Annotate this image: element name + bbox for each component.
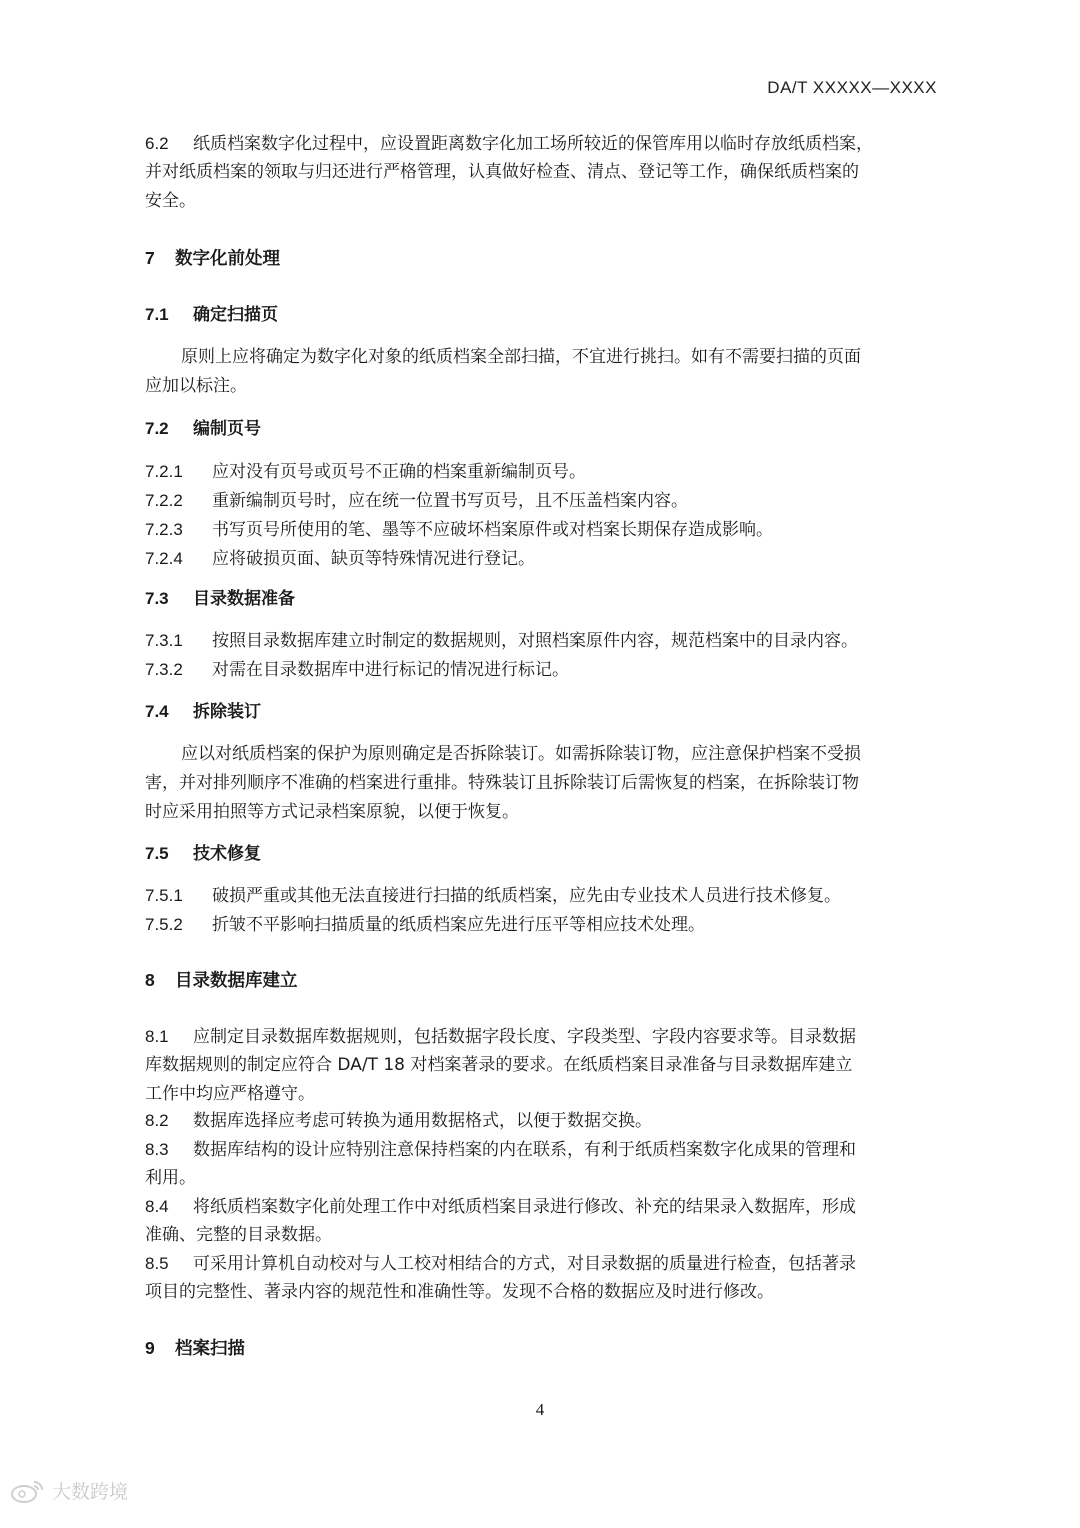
chapter-7-heading — [145, 244, 940, 273]
list-item: 7.5.1 破损严重或其他无法直接进行扫描的纸质档案，应先由专业技术人员进行技术修复。 — [145, 886, 841, 906]
section-7-2-heading — [145, 414, 940, 443]
section-7-3-items — [145, 626, 940, 684]
clause-text: 项目的完整性、著录内容的规范性和准确性等。发现不合格的数据应及时进行修改。 — [145, 1282, 774, 1302]
paragraph-line: 害，并对排列顺序不准确的档案进行重排。特殊装订且拆除装订后需恢复的档案，在拆除装订物 — [145, 773, 859, 793]
clause-text: 准确、完整的目录数据。 — [145, 1225, 332, 1245]
clause-8-4 — [145, 1192, 940, 1250]
list-item: 7.2.4 应将破损页面、缺页等特殊情况进行登记。 — [145, 549, 535, 569]
standard-code: DA/T XXXXX—XXXX — [767, 78, 937, 97]
page-number: 4 — [535, 1400, 545, 1419]
paragraph-line: 应以对纸质档案的保护为原则确定是否拆除装订。如需拆除装订物，应注意保护档案不受损 — [181, 744, 861, 764]
clause-6-2 — [145, 129, 940, 216]
section-7-2-items — [145, 457, 940, 573]
paragraph-line: 原则上应将确定为数字化对象的纸质档案全部扫描，不宜进行挑扫。如有不需要扫描的页面 — [181, 347, 861, 367]
clause-text: 纸质档案数字化过程中，应设置距离数字化加工场所较近的保管库用以临时存放纸质档案， — [193, 134, 873, 154]
section-number: 7.5 — [145, 844, 169, 863]
section-number: 7.4 — [145, 702, 169, 721]
clause-text: 利用。 — [145, 1168, 196, 1188]
section-title: 技术修复 — [193, 844, 261, 864]
clause-number: 8.5 — [145, 1254, 169, 1273]
chapter-number: 7 — [145, 248, 155, 268]
clause-8-1 — [145, 1022, 940, 1109]
list-item: 7.2.2 重新编制页号时，应在统一位置书写页号，且不压盖档案内容。 — [145, 491, 688, 511]
clause-number: 8.4 — [145, 1197, 169, 1216]
clause-text: 安全。 — [145, 191, 196, 211]
section-7-1-body — [145, 343, 940, 401]
list-item: 7.2.1 应对没有页号或页号不正确的档案重新编制页号。 — [145, 462, 586, 482]
paragraph-line: 时应采用拍照等方式记录档案原貌，以便于恢复。 — [145, 802, 519, 822]
watermark-text: 大数跨境 — [52, 1481, 129, 1503]
chapter-title: 数字化前处理 — [175, 249, 280, 269]
section-7-5-items — [145, 881, 940, 939]
weibo-like-logo-icon — [10, 1478, 46, 1504]
clause-8-2 — [145, 1106, 940, 1135]
clause-text: 将纸质档案数字化前处理工作中对纸质档案目录进行修改、补充的结果录入数据库，形成 — [193, 1197, 856, 1217]
clause-text: 库数据规则的制定应符合 DA/T 18 对档案著录的要求。在纸质档案目录准备与目录数据库建立 — [145, 1055, 853, 1075]
chapter-9-heading — [145, 1334, 940, 1363]
watermark — [10, 1477, 128, 1504]
clause-8-5 — [145, 1249, 940, 1307]
clause-text: 应制定目录数据库数据规则，包括数据字段长度、字段类型、字段内容要求等。目录数据 — [193, 1027, 856, 1047]
clause-number: 8.2 — [145, 1111, 169, 1130]
section-7-1-heading — [145, 300, 940, 329]
section-title: 确定扫描页 — [193, 305, 278, 325]
section-7-4-heading — [145, 697, 940, 726]
section-number: 7.1 — [145, 305, 169, 324]
section-number: 7.2 — [145, 419, 169, 438]
chapter-number: 8 — [145, 970, 155, 990]
section-title: 目录数据准备 — [193, 589, 295, 609]
clause-number: 6.2 — [145, 134, 169, 153]
chapter-8-heading — [145, 966, 940, 995]
chapter-title: 目录数据库建立 — [175, 971, 298, 991]
section-title: 编制页号 — [193, 419, 261, 439]
clause-text: 可采用计算机自动校对与人工校对相结合的方式，对目录数据的质量进行检查，包括著录 — [193, 1254, 856, 1274]
clause-number: 8.3 — [145, 1140, 169, 1159]
list-item: 7.3.1 按照目录数据库建立时制定的数据规则，对照档案原件内容，规范档案中的目录内容。 — [145, 631, 858, 651]
section-7-5-heading — [145, 839, 940, 868]
clause-8-3 — [145, 1135, 940, 1193]
paragraph-line: 应加以标注。 — [145, 376, 247, 396]
chapter-title: 档案扫描 — [175, 1339, 245, 1359]
clause-number: 8.1 — [145, 1027, 169, 1046]
section-title: 拆除装订 — [193, 702, 261, 722]
list-item: 7.5.2 折皱不平影响扫描质量的纸质档案应先进行压平等相应技术处理。 — [145, 915, 705, 935]
clause-text: 工作中均应严格遵守。 — [145, 1084, 315, 1104]
clause-text: 数据库选择应考虑可转换为通用数据格式，以便于数据交换。 — [193, 1111, 652, 1131]
clause-text: 并对纸质档案的领取与归还进行严格管理，认真做好检查、清点、登记等工作，确保纸质档案的 — [145, 162, 859, 182]
list-item: 7.2.3 书写页号所使用的笔、墨等不应破坏档案原件或对档案长期保存造成影响。 — [145, 520, 773, 540]
clause-text: 数据库结构的设计应特别注意保持档案的内在联系，有利于纸质档案数字化成果的管理和 — [193, 1140, 856, 1160]
chapter-number: 9 — [145, 1338, 155, 1358]
section-7-3-heading — [145, 584, 940, 613]
list-item: 7.3.2 对需在目录数据库中进行标记的情况进行标记。 — [145, 660, 569, 680]
section-number: 7.3 — [145, 589, 169, 608]
section-7-4-body — [145, 740, 940, 827]
